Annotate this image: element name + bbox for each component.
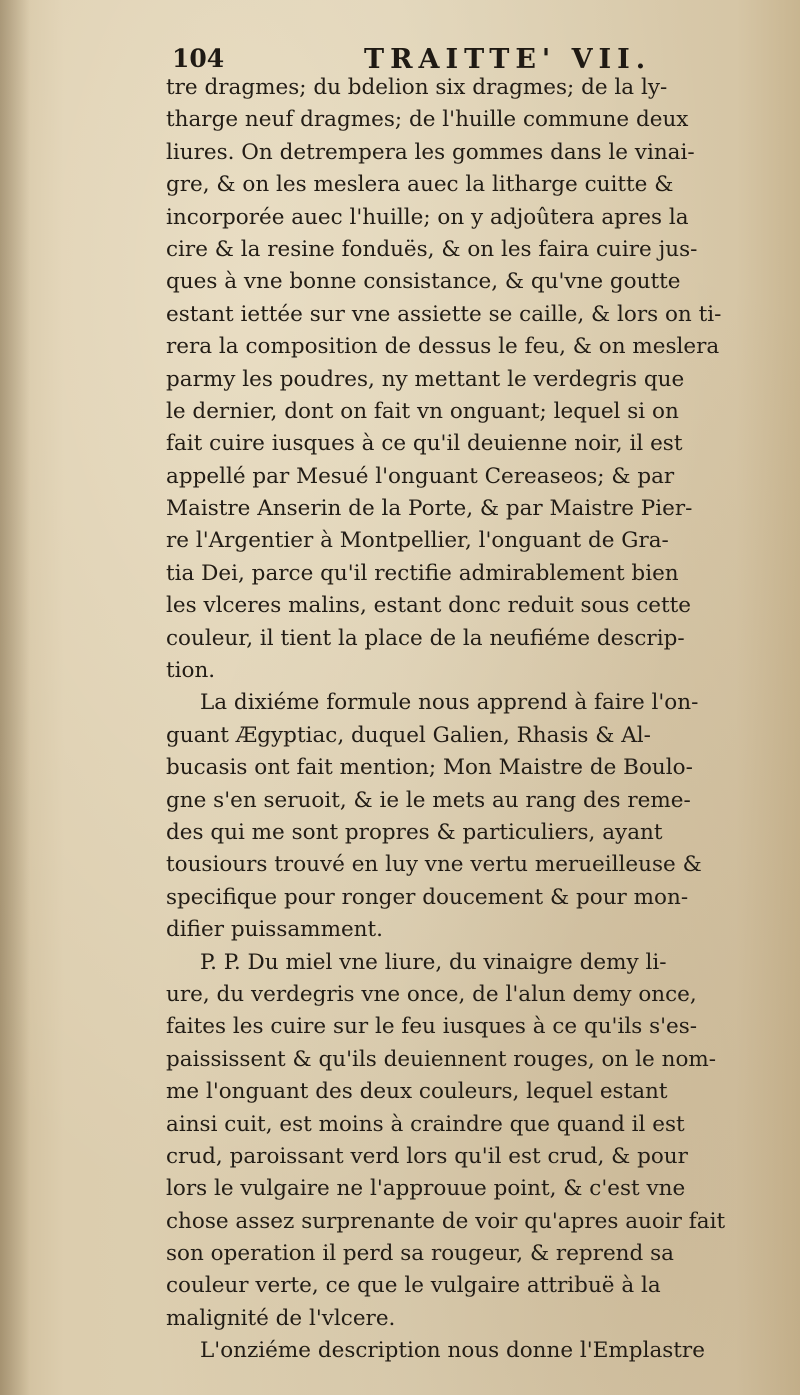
text-line: fait cuire iusques à ce qu'il deuienne noir, il est — [166, 431, 683, 457]
text-line: ques à vne bonne consistance, & qu'vne goutte — [166, 269, 681, 295]
text-line: rera la composition de dessus le feu, & on meslera — [166, 334, 720, 360]
text-line: tia Dei, parce qu'il rectifie admirablement bien — [166, 560, 679, 586]
text-line: les vlceres malins, estant donc reduit sous cette — [166, 593, 692, 619]
text-line: son operation il perd sa rougeur, & reprend sa — [166, 1241, 674, 1267]
text-line: P. P. Du miel vne liure, du vinaigre demy li- — [200, 949, 667, 975]
text-line: tion. — [166, 658, 216, 684]
text-line: couleur, il tient la place de la neufiéme descrip- — [166, 625, 685, 651]
page-number: 104 — [172, 44, 225, 73]
text-line: appellé par Mesué l'onguant Cereaseos; & par — [166, 463, 675, 489]
text-line: parmy les poudres, ny mettant le verdegris que — [166, 366, 685, 392]
text-line: ure, du verdegris vne once, de l'alun demy once, — [166, 981, 697, 1007]
text-line: tousiours trouvé en luy vne vertu merueilleuse & — [166, 852, 702, 878]
text-line: malignité de l'vlcere. — [166, 1305, 396, 1331]
text-line: gne s'en seruoit, & ie le mets au rang des reme- — [166, 787, 691, 813]
text-line: me l'onguant des deux couleurs, lequel estant — [166, 1079, 668, 1105]
text-line: specifique pour ronger doucement & pour mon- — [166, 884, 689, 910]
text-line: bucasis ont fait mention; Mon Maistre de Boulo- — [166, 755, 693, 781]
text-line: crud, paroissant verd lors qu'il est crud, & pour — [166, 1143, 688, 1169]
text-line: estant iettée sur vne assiette se caille, & lors on ti- — [166, 301, 722, 327]
text-line: Maistre Anserin de la Porte, & par Maistre Pier- — [166, 496, 693, 522]
text-line: ainsi cuit, est moins à craindre que quand il est — [166, 1111, 685, 1137]
text-line: faites les cuire sur le feu iusques à ce qu'ils s'es- — [166, 1014, 698, 1040]
text-line: le dernier, dont on fait vn onguant; lequel si on — [166, 398, 679, 424]
text-line: chose assez surprenante de voir qu'apres auoir fait — [166, 1208, 726, 1234]
text-line: paississent & qu'ils deuiennent rouges, on le nom- — [166, 1046, 717, 1072]
running-head: TRAITTE' VII. — [364, 44, 652, 75]
text-line: couleur verte, ce que le vulgaire attribuë à la — [166, 1273, 661, 1299]
text-line: lors le vulgaire ne l'approuue point, & c'est vne — [166, 1176, 686, 1202]
gutter-shadow — [0, 0, 30, 1395]
text-line: tharge neuf dragmes; de l'huille commune deux — [166, 107, 689, 133]
body-text — [166, 72, 784, 1368]
text-line: des qui me sont propres & particuliers, ayant — [166, 819, 663, 845]
text-line: liures. On detrempera les gommes dans le vinai- — [166, 139, 695, 165]
text-line: difier puissamment. — [166, 917, 384, 943]
text-line: L'onziéme description nous donne l'Emplastre — [200, 1338, 705, 1364]
text-line: re l'Argentier à Montpellier, l'onguant de Gra- — [166, 528, 669, 554]
text-line: La dixiéme formule nous apprend à faire l'on- — [200, 690, 699, 716]
text-line: incorporée auec l'huille; on y adjoûtera apres la — [166, 204, 689, 230]
text-line: cire & la resine fonduës, & on les faira cuire jus- — [166, 236, 698, 262]
text-line: gre, & on les meslera auec la litharge cuitte & — [166, 172, 674, 198]
text-line: guant Ægyptiac, duquel Galien, Rhasis & Al- — [166, 722, 651, 748]
text-line: tre dragmes; du bdelion six dragmes; de la ly- — [166, 75, 668, 100]
